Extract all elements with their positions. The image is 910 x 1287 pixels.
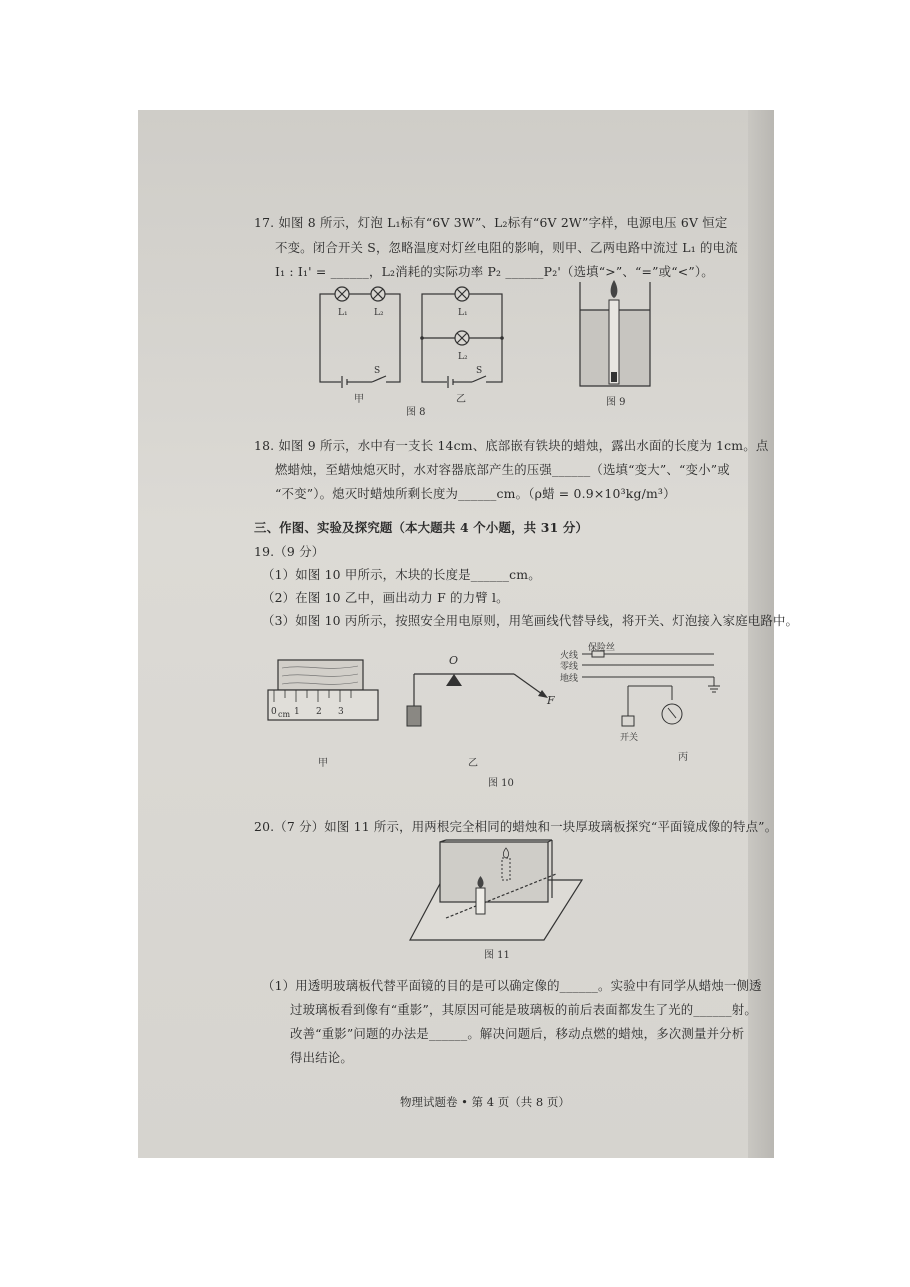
q18-line2: 燃蜡烛，至蜡烛熄灭时，水对容器底部产生的压强______（选填“变大”、“变小”或 (275, 462, 730, 477)
figure-9-container (578, 272, 658, 412)
label-l2-yi: L₂ (458, 352, 468, 362)
figure-8-circuits (310, 282, 520, 422)
q20-part1-line3: 改善“重影”问题的办法是______。解决问题后，移动点燃的蜡烛，多次测量并分析 (290, 1026, 745, 1041)
ruler-unit: cm (278, 710, 291, 719)
iron-block (611, 372, 617, 382)
tick-3: 3 (338, 707, 344, 717)
label-jia: 甲 (318, 758, 328, 769)
label-f: F (547, 694, 555, 707)
label-live: 火线 (560, 651, 579, 661)
q17-line1: 17. 如图 8 所示，灯泡 L₁标有“6V 3W”、L₂标有“6V 2W”字样，电源电压 6V 恒定 (254, 215, 728, 230)
q20-title: 20.（7 分）如图 11 所示，用两根完全相同的蜡烛和一块厚玻璃板探究“平面镜成像的特点”。 (254, 819, 778, 834)
q19-part1: （1）如图 10 甲所示，木块的长度是______cm。 (262, 567, 541, 582)
q20-part1-line2: 过玻璃板看到像有“重影”，其原因可能是玻璃板的前后表面都发生了光的______射。 (290, 1002, 757, 1017)
hanging-weight (407, 706, 421, 726)
tick-0: 0 (271, 707, 277, 717)
label-yi: 乙 (456, 394, 466, 405)
lamp-bulb (662, 704, 682, 724)
label-l1-yi: L₁ (458, 308, 468, 318)
switch-box (622, 716, 634, 726)
q18-line1: 18. 如图 9 所示，水中有一支长 14cm、底部嵌有铁块的蜡烛，露出水面的长度为 1cm。点 (254, 438, 769, 453)
label-ground: 地线 (560, 674, 579, 684)
label-o: O (449, 654, 459, 667)
label-l2-jia: L₂ (374, 308, 384, 318)
label-s-yi: S (476, 366, 483, 376)
figure-11 (406, 838, 586, 963)
figure-10 (266, 638, 736, 798)
label-switch: 开关 (620, 733, 639, 743)
page-footer: 物理试题卷 • 第 4 页（共 8 页） (400, 1095, 570, 1109)
tick-1: 1 (294, 707, 300, 717)
q17-line2: 不变。闭合开关 S，忽略温度对灯丝电阻的影响，则甲、乙两电路中流过 L₁ 的电流 (275, 240, 738, 255)
q18-line3: “不变”）。熄灭时蜡烛所剩长度为______cm。（ρ蜡 = 0.9×10³kg/m³） (275, 486, 676, 501)
tick-2: 2 (316, 707, 322, 717)
figure-8-caption: 图 8 (406, 407, 426, 418)
glass-plate (440, 842, 548, 902)
label-neutral: 零线 (560, 662, 579, 672)
section-3-heading: 三、作图、实验及探究题（本大题共 4 个小题，共 31 分） (254, 520, 589, 535)
figure-10-caption: 图 10 (488, 778, 514, 789)
candle (609, 300, 619, 384)
lit-candle (476, 888, 485, 914)
q17-line3: I₁ : I₁' = ______，L₂消耗的实际功率 P₂ ______P₂'（选填“>”、“=”或“<”）。 (275, 264, 714, 279)
q19-title: 19.（9 分） (254, 544, 325, 559)
label-s-jia: S (374, 366, 381, 376)
label-fuse: 保险丝 (588, 643, 616, 653)
q20-part1-line1: （1）用透明玻璃板代替平面镜的目的是可以确定像的______。实验中有同学从蜡烛一侧透 (262, 978, 762, 993)
label-yi: 乙 (468, 758, 478, 769)
figure-9-caption: 图 9 (606, 397, 626, 408)
flame (611, 280, 618, 298)
label-jia: 甲 (354, 394, 364, 405)
q20-part1-line4: 得出结论。 (290, 1050, 353, 1065)
q19-part3: （3）如图 10 丙所示，按照安全用电原则，用笔画线代替导线，将开关、灯泡接入家庭电路中。 (262, 613, 799, 628)
q19-part2: （2）在图 10 乙中，画出动力 F 的力臂 l。 (262, 590, 509, 605)
label-l1-jia: L₁ (338, 308, 348, 318)
label-bing: 丙 (678, 752, 688, 763)
fulcrum (446, 674, 462, 686)
figure-11-caption: 图 11 (484, 950, 510, 961)
